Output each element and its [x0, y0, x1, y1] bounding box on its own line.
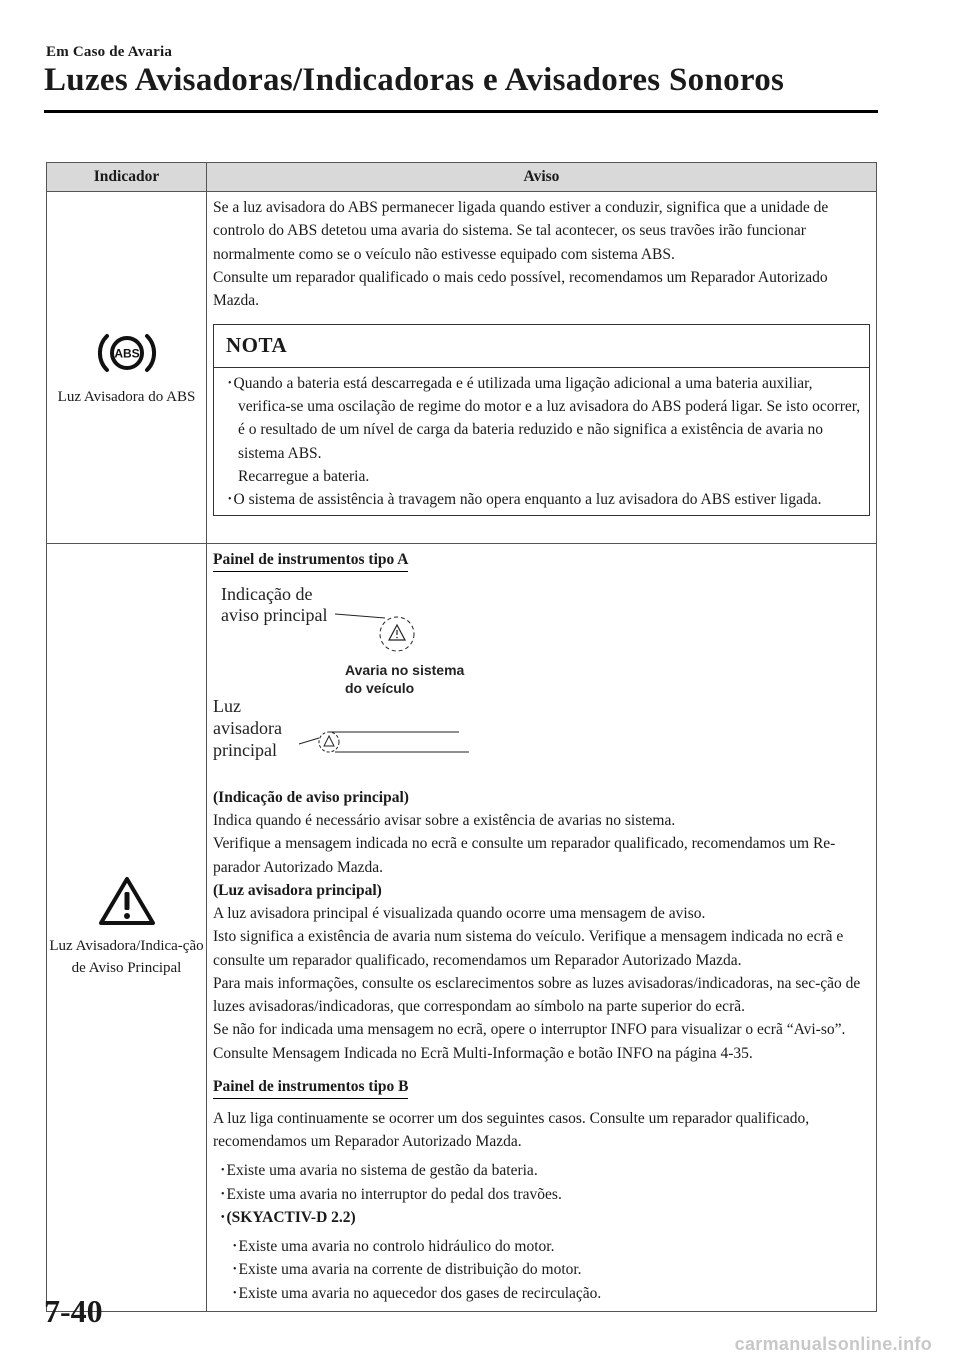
table-row-master-warning — [47, 544, 877, 1312]
master-paragraph-3: A luz avisadora principal é visualizada quando ocorre uma mensagem de aviso. — [213, 905, 706, 923]
indicator-label-abs: Luz Avisadora do ABS — [57, 388, 196, 405]
list-item: • Existe uma avaria na corrente de distribuição do motor. — [229, 1258, 870, 1281]
list-item: • Existe uma avaria no controlo hidráulico do motor. — [229, 1235, 870, 1258]
note-body — [214, 368, 869, 516]
abs-paragraph-2: Consulte um reparador qualificado o mais cedo possível, recomendamos um Reparador Autorizado Mazda. — [213, 268, 828, 309]
note-bullet-1: • Quando a bateria está descarregada e é utilizada uma ligação adicional a uma bateria auxiliar, verifica-se uma oscilação de regime do motor e a luz avisadora do ABS poderá ligar. Se isto ocorrer, é o resultado de um nível de carga da bateria reduzido e não significa a existência de avaria no sistema ABS. — [224, 372, 863, 465]
heading-warning-light: (Luz avisadora principal) — [213, 881, 382, 899]
heading-indication: (Indicação de aviso principal) — [213, 788, 409, 806]
master-paragraph-5: Para mais informações, consulte os esclarecimentos sobre as luzes avisadoras/indicadoras, na sec-ção de luzes avisadoras/indicadoras, que correspondam ao símbolo na parte superior do ecrã. — [213, 974, 861, 1016]
cases-list — [213, 1159, 870, 1229]
warning-lights-table — [46, 162, 877, 1312]
list-item: • (SKYACTIV-D 2.2) — [217, 1206, 870, 1229]
instrument-panel-diagram — [213, 580, 873, 780]
page-number: 7-40 — [44, 1293, 103, 1329]
table-header-row — [47, 163, 877, 192]
master-paragraph-4: Isto significa a existência de avaria num sistema do veículo. Verifique a mensagem indicada no ecrã e consulte um reparador qualificado, recomendamos um Reparador Autorizado Mazda. — [213, 928, 844, 969]
note-box — [213, 324, 870, 516]
column-header-warning: Aviso — [207, 163, 877, 192]
diagram-label-fault-line-1: Avaria no sistema — [345, 661, 465, 678]
master-paragraph-2: Verifique a mensagem indicada no ecrã e consulte um reparador qualificado, recomendamos um Re-parador Autorizado Mazda. — [213, 835, 836, 876]
diagram-label-fault-line-2: do veículo — [345, 679, 415, 696]
master-warning-triangle-icon — [97, 875, 157, 927]
master-paragraph-8: A luz liga continuamente se ocorrer um dos seguintes casos. Consulte um reparador qualificado, recomendamos um Reparador Autorizado Mazda. — [213, 1109, 810, 1151]
warning-cell-master-warning — [207, 544, 877, 1312]
page-title: Luzes Avisadoras/Indicadoras e Avisadores Sonoros — [44, 62, 785, 98]
list-item: • Existe uma avaria no interruptor do pedal dos travões. — [217, 1183, 870, 1206]
abs-paragraph-1: Se a luz avisadora do ABS permanecer ligada quando estiver a conduzir, significa que a unidade de controlo do ABS detetou uma avaria do sistema. Se tal acontecer, os seus travões irão funcionar normalmente como se o veículo não estivesse equipado com sistema ABS. — [213, 199, 829, 263]
title-rule — [44, 110, 878, 113]
warning-cell-abs — [207, 192, 877, 544]
table-row-abs — [47, 192, 877, 544]
indicator-cell-abs — [47, 192, 207, 544]
watermark: carmanualsonline.info — [734, 1334, 932, 1354]
diagram-label-lamp-line-1: Luz — [213, 695, 241, 716]
note-bullet-2: • O sistema de assistência à travagem não opera enquanto a luz avisadora do ABS estiver ligada. — [224, 488, 863, 511]
note-bullet-1-extra: Recarregue a bateria. — [238, 467, 370, 485]
note-title: NOTA — [214, 325, 869, 368]
indicator-label-master-warning: Luz Avisadora/Indica-ção de Aviso Principal — [49, 937, 204, 977]
subheading-type-a: Painel de instrumentos tipo A — [213, 550, 408, 572]
diagram-label-lamp-line-2: avisadora — [213, 717, 282, 738]
master-paragraph-7: Consulte Mensagem Indicada no Ecrã Multi-Informação e botão INFO na página 4-35. — [213, 1044, 753, 1062]
diagram-label-lamp-line-3: principal — [213, 739, 277, 760]
abs-icon-text: ABS — [113, 346, 140, 361]
section-label: Em Caso de Avaria — [46, 44, 173, 60]
master-paragraph-6: Se não for indicada uma mensagem no ecrã, opere o interruptor INFO para visualizar o ecrã “Avi-so”. — [213, 1021, 846, 1039]
list-item: • Existe uma avaria no aquecedor dos gases de recirculação. — [229, 1282, 870, 1305]
subheading-type-b: Painel de instrumentos tipo B — [213, 1077, 408, 1099]
diagram-leader-lines — [213, 580, 873, 780]
column-header-indicator: Indicador — [47, 163, 207, 192]
abs-warning-icon — [91, 327, 163, 379]
diagram-label-indication-line-1: Indicação de — [221, 583, 313, 604]
indicator-cell-master-warning — [47, 544, 207, 1312]
diagram-label-indication-line-2: aviso principal — [221, 604, 328, 625]
cases-sublist — [213, 1235, 870, 1305]
list-item: • Existe uma avaria no sistema de gestão da bateria. — [217, 1159, 870, 1182]
master-paragraph-1: Indica quando é necessário avisar sobre a existência de avarias no sistema. — [213, 812, 676, 830]
